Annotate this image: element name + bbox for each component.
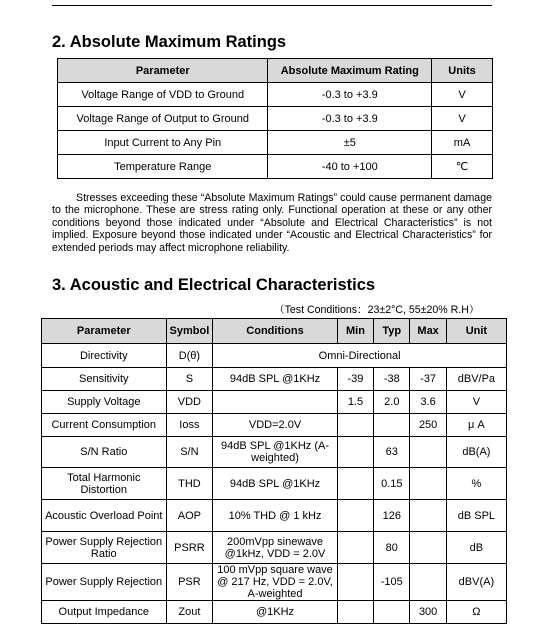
table-row: [58, 107, 493, 131]
cell-symbol: Zout: [166, 601, 213, 624]
table-row: [42, 468, 507, 500]
cell-unit: Ω: [446, 601, 506, 624]
cell-max: [410, 564, 446, 601]
cell-typ: 126: [374, 500, 410, 532]
table-row: [58, 83, 493, 107]
cell-typ: -38: [374, 368, 410, 391]
cell-typ: [374, 414, 410, 437]
cell-parameter: Acoustic Overload Point: [42, 500, 167, 532]
cell-conditions: VDD=2.0V: [213, 414, 338, 437]
cell-unit: dBV(A): [446, 564, 506, 601]
col-header: Parameter: [58, 59, 268, 83]
cell-symbol: D(θ): [166, 344, 213, 368]
table-row: [42, 391, 507, 414]
cell-parameter: Sensitivity: [42, 368, 167, 391]
cell-max: -37: [410, 368, 446, 391]
cell-unit: dB SPL: [446, 500, 506, 532]
cell-symbol: Ioss: [166, 414, 213, 437]
section-title-acoustic: 3. Acoustic and Electrical Characteristics: [52, 276, 376, 294]
col-header: Max: [410, 319, 446, 344]
cell-units: ℃: [432, 155, 493, 179]
col-header: Min: [337, 319, 373, 344]
cell-conditions: 200mVpp sinewave @1kHz, VDD = 2.0V: [213, 532, 338, 564]
cell-conditions: 100 mVpp square wave @ 217 Hz, VDD = 2.0V, A-weighted: [213, 564, 338, 601]
cell-parameter: Input Current to Any Pin: [58, 131, 268, 155]
cell-parameter: Current Consumption: [42, 414, 167, 437]
cell-symbol: THD: [166, 468, 213, 500]
cell-max: 3.6: [410, 391, 446, 414]
cell-min: [337, 468, 373, 500]
table-row: [42, 344, 507, 368]
cell-min: [337, 414, 373, 437]
cell-max: [410, 532, 446, 564]
cell-rating: -0.3 to +3.9: [268, 107, 432, 131]
cell-max: 250: [410, 414, 446, 437]
stress-note: Stresses exceeding these “Absolute Maximum Ratings” could cause permanent damage to the microphone. These are stress rating only. Functional operation at these or any other conditions beyond those indicated under “Absolute and Electrical Characteristics” is not implied. Exposure beyond those indicated under “Acoustic and Electrical Characteristics” for extended periods may affect microphone reliability.: [52, 192, 492, 254]
cell-symbol: PSRR: [166, 532, 213, 564]
col-header: Absolute Maximum Rating: [268, 59, 432, 83]
cell-min: [337, 500, 373, 532]
absolute-max-table: [57, 58, 493, 179]
cell-symbol: VDD: [166, 391, 213, 414]
col-header: Symbol: [166, 319, 213, 344]
col-header: Conditions: [213, 319, 338, 344]
cell-symbol: S: [166, 368, 213, 391]
cell-parameter: Supply Voltage: [42, 391, 167, 414]
cell-conditions: 94dB SPL @1KHz: [213, 368, 338, 391]
cell-typ: 2.0: [374, 391, 410, 414]
cell-symbol: S/N: [166, 437, 213, 468]
cell-unit: dB: [446, 532, 506, 564]
cell-rating: ±5: [268, 131, 432, 155]
cell-max: [410, 437, 446, 468]
cell-typ: -105: [374, 564, 410, 601]
table-row: [42, 532, 507, 564]
cell-max: [410, 500, 446, 532]
cell-max: [410, 468, 446, 500]
cell-min: [337, 437, 373, 468]
cell-min: -39: [337, 368, 373, 391]
cell-typ: 0.15: [374, 468, 410, 500]
cell-unit: V: [446, 391, 506, 414]
table-row: [58, 155, 493, 179]
table-row: [42, 437, 507, 468]
cell-parameter: Power Supply Rejection: [42, 564, 167, 601]
cell-parameter: Voltage Range of Output to Ground: [58, 107, 268, 131]
cell-unit: dB(A): [446, 437, 506, 468]
cell-parameter: Directivity: [42, 344, 167, 368]
cell-min: [337, 601, 373, 624]
col-header: Typ: [374, 319, 410, 344]
cell-symbol: PSR: [166, 564, 213, 601]
cell-parameter: Total Harmonic Distortion: [42, 468, 167, 500]
cell-units: mA: [432, 131, 493, 155]
cell-min: [337, 532, 373, 564]
cell-min: [337, 564, 373, 601]
cell-parameter: Voltage Range of VDD to Ground: [58, 83, 268, 107]
cell-conditions: 94dB SPL @1KHz (A-weighted): [213, 437, 338, 468]
col-header: Units: [432, 59, 493, 83]
cell-rating: -40 to +100: [268, 155, 432, 179]
table-row: [42, 500, 507, 532]
col-header: Unit: [446, 319, 506, 344]
cell-unit: %: [446, 468, 506, 500]
cell-typ: 80: [374, 532, 410, 564]
cell-units: V: [432, 83, 493, 107]
cell-conditions: 10% THD @ 1 kHz: [213, 500, 338, 532]
top-rule: [52, 5, 492, 6]
cell-typ: [374, 601, 410, 624]
cell-conditions: @1KHz: [213, 601, 338, 624]
cell-conditions: 94dB SPL @1KHz: [213, 468, 338, 500]
cell-directivity-value: Omni-Directional: [213, 344, 507, 368]
cell-parameter: Temperature Range: [58, 155, 268, 179]
cell-rating: -0.3 to +3.9: [268, 83, 432, 107]
table-row: [58, 131, 493, 155]
col-header: Parameter: [42, 319, 167, 344]
cell-parameter: S/N Ratio: [42, 437, 167, 468]
cell-symbol: AOP: [166, 500, 213, 532]
table-row: [42, 414, 507, 437]
cell-unit: μ A: [446, 414, 506, 437]
cell-units: V: [432, 107, 493, 131]
cell-unit: dBV/Pa: [446, 368, 506, 391]
cell-parameter: Output Impedance: [42, 601, 167, 624]
cell-parameter: Power Supply Rejection Ratio: [42, 532, 167, 564]
cell-conditions: [213, 391, 338, 414]
cell-max: 300: [410, 601, 446, 624]
acoustic-table: [41, 318, 507, 624]
cell-typ: 63: [374, 437, 410, 468]
table-row: [42, 564, 507, 601]
test-conditions: （Test Conditions：23±2°C, 55±20% R.H）: [274, 304, 480, 316]
cell-min: 1.5: [337, 391, 373, 414]
table-row: [42, 601, 507, 624]
table-row: [42, 368, 507, 391]
section-title-absolute-max: 2. Absolute Maximum Ratings: [52, 33, 287, 51]
